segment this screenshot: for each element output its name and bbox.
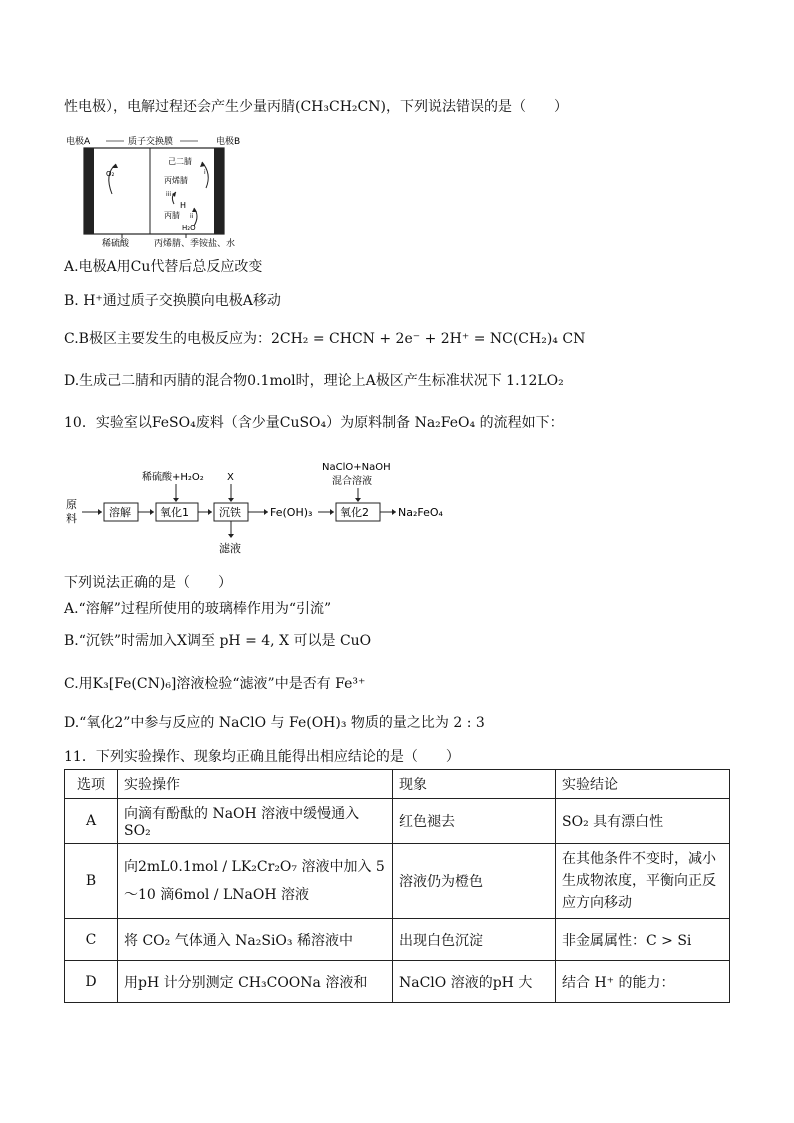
row-operation: 向滴有酚酞的 NaOH 溶液中缓慢通入 SO₂	[118, 799, 393, 844]
row-conclusion: 结合 H⁺ 的能力：	[556, 961, 730, 1003]
filtrate-label: 滤液	[219, 542, 241, 555]
oxidation1-box: 氧化1	[160, 506, 189, 519]
q11-stem: 11．下列实验操作、现象均正确且能得出相应结论的是（ ）	[64, 749, 460, 765]
table-row	[65, 799, 730, 844]
feoh3-label: Fe(OH)₃	[270, 506, 313, 519]
q9-option-c: C.B极区主要发生的电极反应为：2CH₂ = CHCN + 2e⁻ + 2H⁺ = NC(CH₂)₄ CN	[64, 331, 586, 347]
electrolysis-diagram	[66, 134, 256, 249]
oxidation2-box: 氧化2	[340, 506, 369, 519]
q10-option-d: D.“氧化2”中参与反应的 NaClO 与 Fe(OH)₃ 物质的量之比为 2 : 3	[64, 715, 485, 731]
reagent2-line2: 混合溶液	[332, 476, 372, 487]
q9-stem-tail: 性电极），电解过程还会产生少量丙腈(CH₃CH₂CN)，下列说法错误的是（ ）	[64, 99, 568, 115]
raw-label-1: 原	[66, 498, 77, 511]
table-header-row	[65, 770, 730, 799]
bottom-left-label: 稀硫酸	[102, 239, 130, 249]
table-row	[65, 961, 730, 1003]
precipitate-box: 沉铁	[219, 506, 241, 519]
q11-table	[64, 769, 730, 1003]
product-label: Na₂FeO₄	[398, 506, 443, 519]
row-phenomenon: 溶液仍为橙色	[393, 844, 556, 919]
h2o-label: H₂O	[182, 224, 196, 232]
row-conclusion: 在其他条件不变时，减小生成物浓度，平衡向正反应方向移动	[556, 844, 730, 919]
dissolve-box: 溶解	[109, 506, 131, 519]
row-operation: 用pH 计分别测定 CH₃COONa 溶液和	[118, 961, 393, 1003]
table-row	[65, 919, 730, 961]
reagent-x-label: X	[227, 472, 234, 483]
row-option: A	[65, 799, 118, 844]
q10-option-a: A.“溶解”过程所使用的玻璃棒作用为“引流”	[64, 601, 332, 617]
row-option: C	[65, 919, 118, 961]
row-option: B	[65, 844, 118, 919]
raw-label-2: 料	[66, 512, 77, 525]
step-iii-label: iii	[166, 191, 172, 198]
q10-option-b: B.“沉铁”时需加入X调至 pH = 4, X 可以是 CuO	[64, 633, 372, 649]
step-ii-label: ii	[190, 213, 194, 220]
q10-question: 下列说法正确的是（ ）	[64, 575, 232, 591]
electrode-a-label: 电极A	[66, 137, 91, 147]
reagent1-label: 稀硫酸+H₂O₂	[142, 472, 204, 483]
row-phenomenon: NaClO 溶液的pH 大	[393, 961, 556, 1003]
step-i-label: i	[204, 169, 206, 176]
header-phenomenon: 现象	[393, 770, 556, 799]
acrylonitrile-label: 丙烯腈	[164, 176, 188, 185]
row-phenomenon: 出现白色沉淀	[393, 919, 556, 961]
electrode-b-label: 电极B	[216, 137, 241, 147]
row-operation: 将 CO₂ 气体通入 Na₂SiO₃ 稀溶液中	[118, 919, 393, 961]
row-conclusion: 非金属属性：C > Si	[556, 919, 730, 961]
q10-stem: 10．实验室以FeSO₄废料（含少量CuSO₄）为原料制备 Na₂FeO₄ 的流程如下：	[64, 415, 564, 431]
o2-label: O₂	[106, 170, 115, 178]
process-flowchart	[64, 458, 454, 558]
row-operation: 向2mL0.1mol / LK₂Cr₂O₇ 溶液中加入 5～10 滴6mol / LNaOH 溶液	[118, 844, 393, 919]
header-conclusion: 实验结论	[556, 770, 730, 799]
q9-option-d: D.生成己二腈和丙腈的混合物0.1mol时，理论上A极区产生标准状况下 1.12LO₂	[64, 373, 564, 389]
propionitrile-label: 丙腈	[164, 211, 180, 220]
header-option: 选项	[65, 770, 118, 799]
q9-option-a: A.电极A用Cu代替后总反应改变	[64, 259, 263, 275]
header-operation: 实验操作	[118, 770, 393, 799]
h-label: H	[180, 201, 187, 210]
bottom-right-label: 丙烯腈、季铵盐、水	[154, 239, 236, 249]
q9-option-b: B. H⁺通过质子交换膜向电极A移动	[64, 293, 281, 309]
reagent2-line1: NaClO+NaOH	[322, 462, 391, 473]
adiponitrile-label: 己二腈	[168, 157, 192, 166]
table-row	[65, 844, 730, 919]
row-conclusion: SO₂ 具有漂白性	[556, 799, 730, 844]
q10-option-c: C.用K₃[Fe(CN)₆]溶液检验“滤液”中是否有 Fe³⁺	[64, 676, 366, 692]
membrane-label: 质子交换膜	[128, 137, 174, 147]
row-option: D	[65, 961, 118, 1003]
row-phenomenon: 红色褪去	[393, 799, 556, 844]
